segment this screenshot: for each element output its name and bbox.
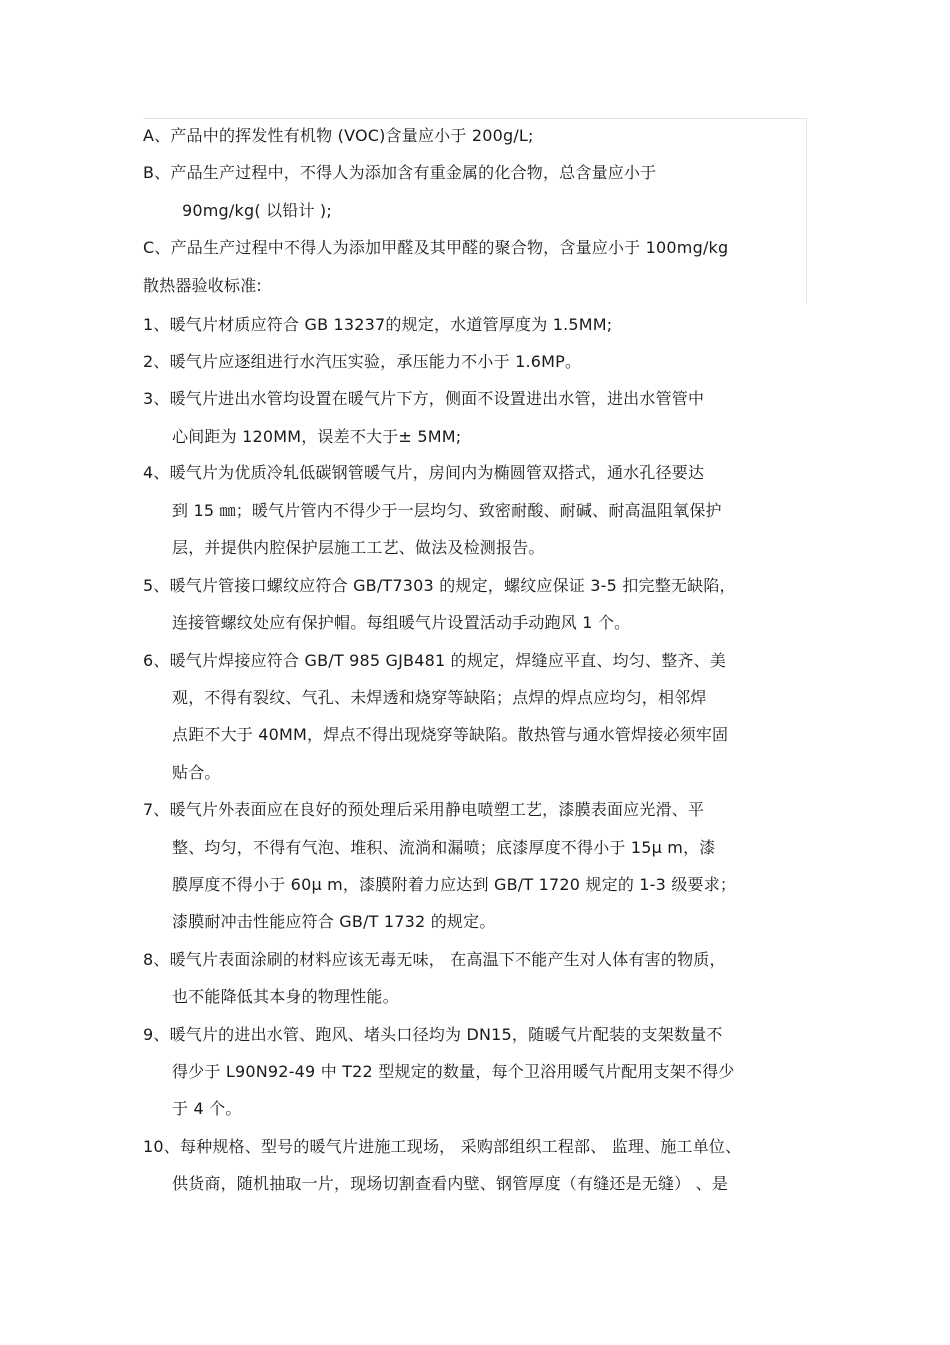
item-4-line-2: 到 15 ㎜；暖气片管内不得少于一层均匀、致密耐酸、耐碱、耐高温阻氧保护 xyxy=(172,501,722,520)
item-b-line-2: 90mg/kg( 以铅计 ); xyxy=(182,201,332,220)
item-7-line-4: 漆膜耐冲击性能应符合 GB/T 1732 的规定。 xyxy=(172,912,496,931)
item-7-line-2: 整、均匀，不得有气泡、堆积、流淌和漏喷；底漆厚度不得小于 15μ m，漆 xyxy=(172,838,716,857)
item-c-line: C、产品生产过程中不得人为添加甲醛及其甲醛的聚合物，含量应小于 100mg/kg xyxy=(143,238,729,257)
item-3-line-1: 3、暖气片进出水管均设置在暖气片下方，侧面不设置进出水管，进出水管管中 xyxy=(143,389,705,408)
item-9-line-2: 得少于 L90N92-49 中 T22 型规定的数量，每个卫浴用暖气片配用支架不得少 xyxy=(172,1062,735,1081)
item-5-line-1: 5、暖气片管接口螺纹应符合 GB/T7303 的规定，螺纹应保证 3-5 扣完整无缺陷， xyxy=(143,576,736,595)
item-2-line-1: 2、暖气片应逐组进行水汽压实验，承压能力不小于 1.6MP。 xyxy=(143,352,582,371)
item-3-line-2: 心间距为 120MM，误差不大于± 5MM; xyxy=(172,427,462,446)
item-a-line: A、产品中的挥发性有机物 (VOC)含量应小于 200g/L; xyxy=(143,126,534,145)
item-10-line-1: 10、每种规格、型号的暖气片进施工现场， 采购部组织工程部、 监理、施工单位、 xyxy=(143,1137,742,1156)
item-10-line-2: 供货商，随机抽取一片，现场切割查看内壁、钢管厚度（有缝还是无缝） 、是 xyxy=(172,1174,729,1193)
item-1-line-1: 1、暖气片材质应符合 GB 13237的规定，水道管厚度为 1.5MM; xyxy=(143,315,613,334)
item-7-line-1: 7、暖气片外表面应在良好的预处理后采用静电喷塑工艺，漆膜表面应光滑、平 xyxy=(143,800,705,819)
item-4-line-3: 层，并提供内腔保护层施工工艺、做法及检测报告。 xyxy=(172,538,545,557)
item-6-line-4: 贴合。 xyxy=(172,763,221,782)
item-9-line-3: 于 4 个。 xyxy=(172,1099,242,1118)
item-6-line-3: 点距不大于 40MM，焊点不得出现烧穿等缺陷。散热管与通水管焊接必须牢固 xyxy=(172,725,729,744)
item-b-line-1: B、产品生产过程中，不得人为添加含有重金属的化合物，总含量应小于 xyxy=(143,163,657,182)
section-heading: 散热器验收标准: xyxy=(143,276,262,295)
item-6-line-1: 6、暖气片焊接应符合 GB/T 985 GJB481 的规定，焊缝应平直、均匀、整齐、美 xyxy=(143,651,727,670)
item-8-line-1: 8、暖气片表面涂刷的材料应该无毒无味， 在高温下不能产生对人体有害的物质， xyxy=(143,950,726,969)
item-5-line-2: 连接管螺纹处应有保护帽。每组暖气片设置活动手动跑风 1 个。 xyxy=(172,613,631,632)
item-6-line-2: 观，不得有裂纹、气孔、未焊透和烧穿等缺陷；点焊的焊点应均匀，相邻焊 xyxy=(172,688,707,707)
item-9-line-1: 9、暖气片的进出水管、跑风、堵头口径均为 DN15，随暖气片配装的支架数量不 xyxy=(143,1025,723,1044)
item-7-line-3: 膜厚度不得小于 60μ m，漆膜附着力应达到 GB/T 1720 规定的 1-3 级要求； xyxy=(172,875,737,894)
item-4-line-1: 4、暖气片为优质冷轧低碳钢管暖气片，房间内为椭圆管双搭式，通水孔径要达 xyxy=(143,463,705,482)
item-8-line-2: 也不能降低其本身的物理性能。 xyxy=(172,987,399,1006)
